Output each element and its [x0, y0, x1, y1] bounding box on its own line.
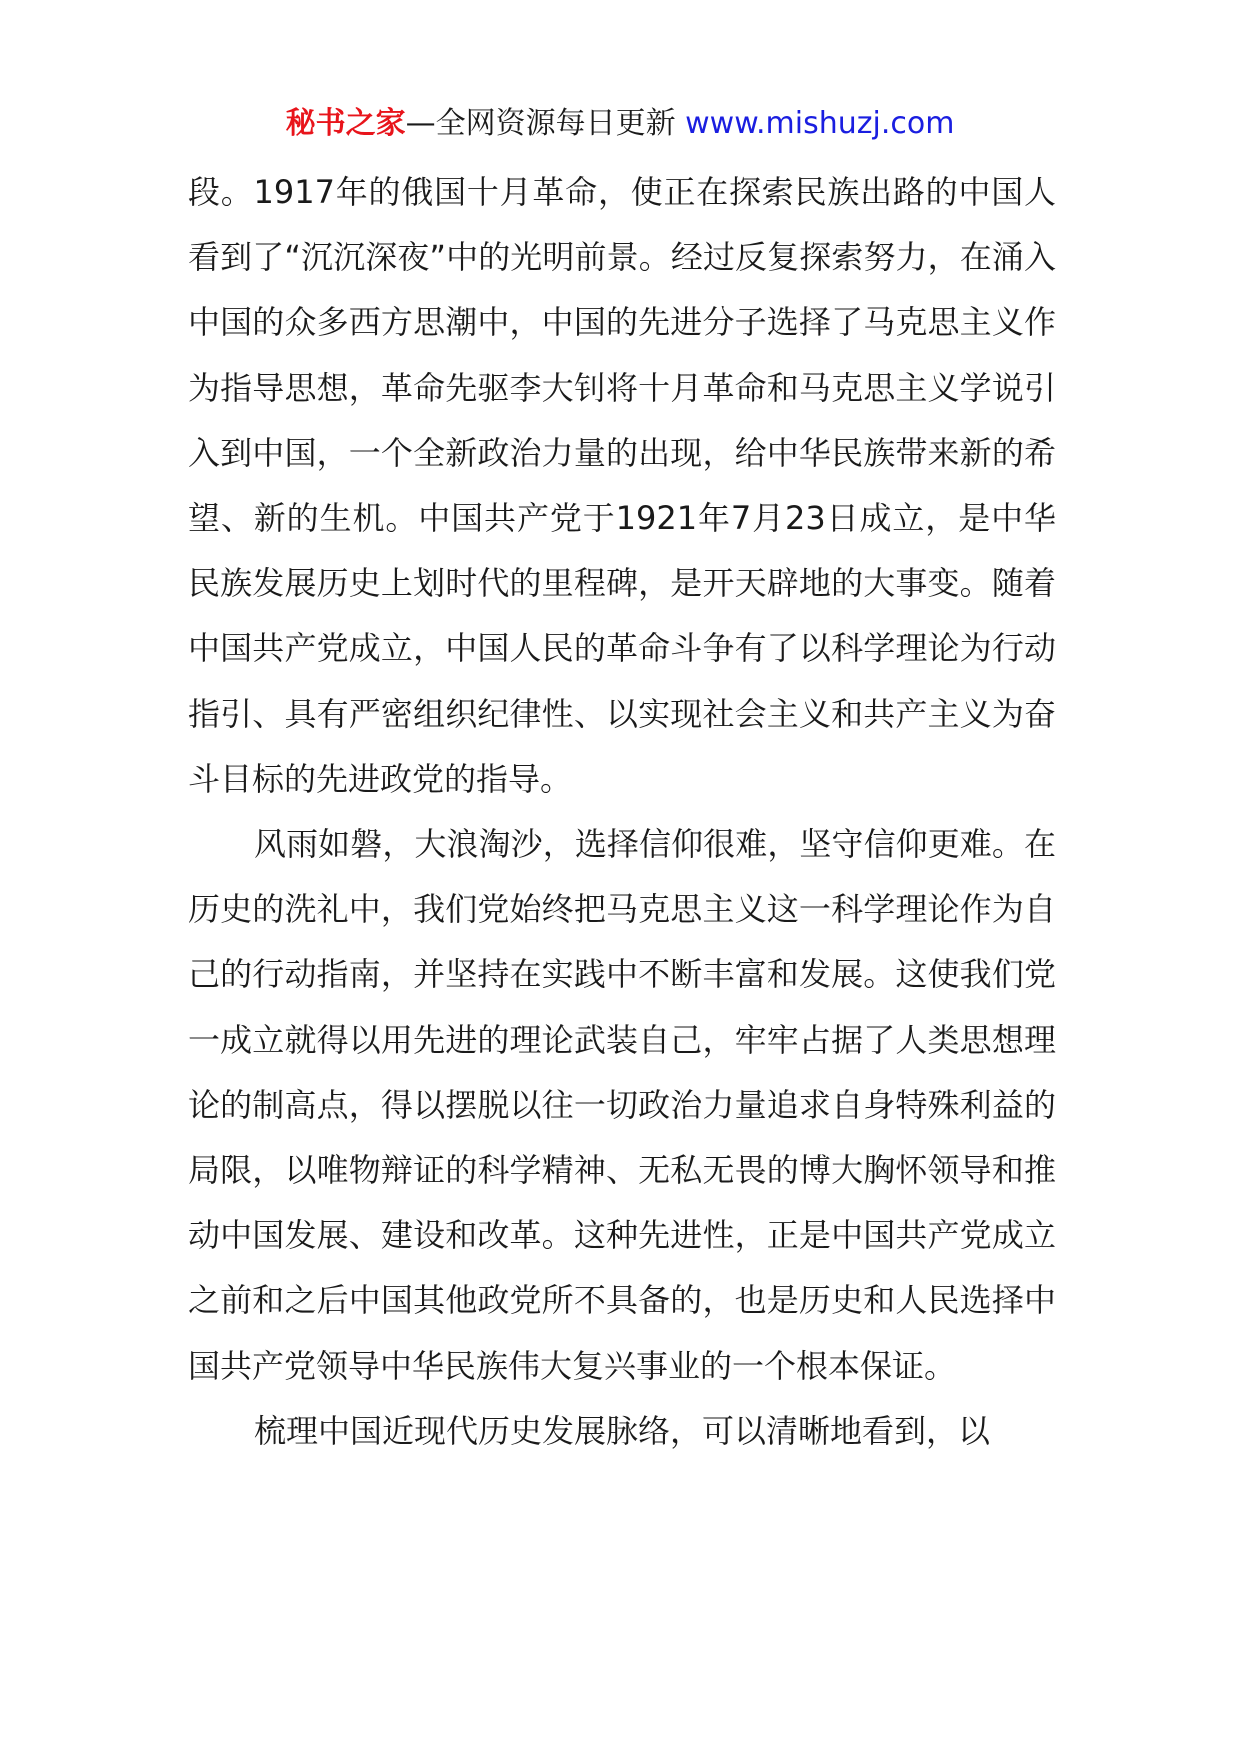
site-url-link[interactable]: www.mishuzj.com [685, 106, 955, 141]
site-brand: 秘书之家 [285, 106, 406, 141]
paragraph-2: 风雨如磐，大浪淘沙，选择信仰很难，坚守信仰更难。在历史的洗礼中，我们党始终把马克思主义这一科学理论作为自己的行动指南，并坚持在实践中不断丰富和发展。这使我们党一成立就得以用先进的理论武装自己，牢牢占据了人类思想理论的制高点，得以摆脱以往一切政治力量追求自身特殊利益的局限，以唯物辩证的科学精神、无私无畏的博大胸怀领导和推动中国发展、建设和改革。这种先进性，正是中国共产党成立之前和之后中国其他政党所不具备的，也是历史和人民选择中国共产党领导中华民族伟大复兴事业的一个根本保证。 [188, 825, 1056, 1385]
document-body [188, 160, 1056, 1464]
site-slogan: —全网资源每日更新 [405, 106, 676, 141]
paragraph-3: 梳理中国近现代历史发展脉络，可以清晰地看到，以 [254, 1411, 991, 1450]
page-header [0, 104, 1240, 144]
paragraph-1: 段。1917年的俄国十月革命，使正在探索民族出路的中国人看到了“沉沉深夜”中的光明前景。经过反复探索努力，在涌入中国的众多西方思潮中，中国的先进分子选择了马克思主义作为指导思想，革命先驱李大钊将十月革命和马克思主义学说引入到中国，一个全新政治力量的出现，给中华民族带来新的希望、新的生机。中国共产党于1921年7月23日成立，是中华民族发展历史上划时代的里程碑，是开天辟地的大事变。随着中国共产党成立，中国人民的革命斗争有了以科学理论为行动指引、具有严密组织纪律性、以实现社会主义和共产主义为奋斗目标的先进政党的指导。 [188, 173, 1056, 798]
